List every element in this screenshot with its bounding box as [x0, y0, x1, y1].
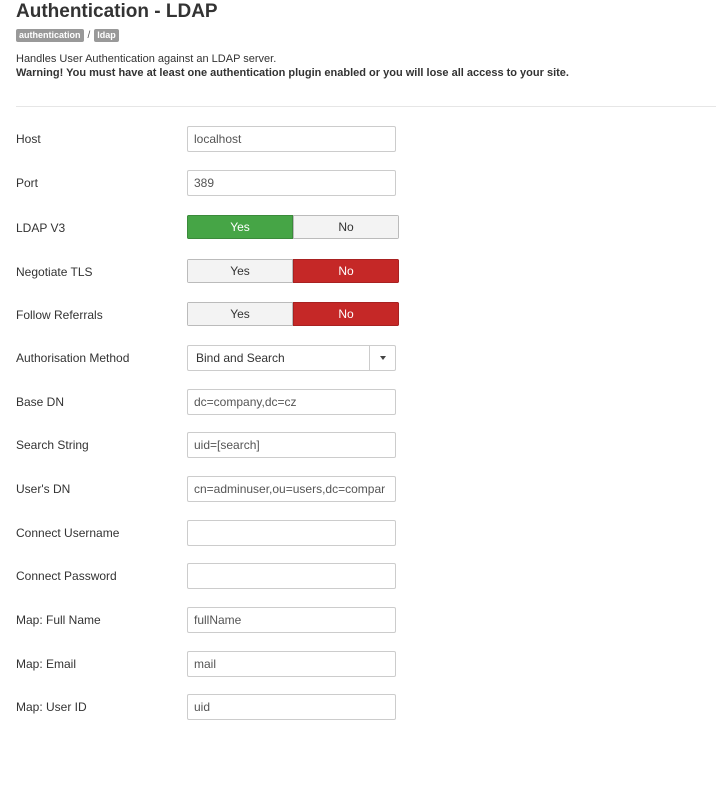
- follow-referrals-toggle: [187, 302, 399, 326]
- port-input[interactable]: 389: [187, 170, 396, 196]
- map-full-name-label: Map: Full Name: [16, 613, 101, 627]
- auth-method-value: Bind and Search: [196, 351, 285, 365]
- tag-authentication: authentication: [16, 29, 84, 42]
- connect-password-input[interactable]: [187, 563, 396, 589]
- negotiate-tls-no-button[interactable]: No: [293, 259, 399, 283]
- plugin-description: Handles User Authentication against an LDAP server.: [16, 53, 277, 65]
- follow-referrals-yes-button[interactable]: Yes: [187, 302, 293, 326]
- port-label: Port: [16, 176, 39, 190]
- users-dn-row: [16, 476, 716, 502]
- auth-method-dropdown-toggle[interactable]: [369, 346, 395, 370]
- map-email-row: [16, 651, 716, 677]
- tag-ldap: ldap: [94, 29, 119, 42]
- negotiate-tls-toggle: [187, 259, 399, 283]
- map-email-input[interactable]: mail: [187, 651, 396, 677]
- base-dn-input[interactable]: dc=company,dc=cz: [187, 389, 396, 415]
- tag-separator: /: [87, 29, 91, 41]
- host-label: Host: [16, 132, 41, 146]
- host-row: [16, 126, 716, 152]
- connect-username-label: Connect Username: [16, 526, 120, 540]
- negotiate-tls-yes-button[interactable]: Yes: [187, 259, 293, 283]
- base-dn-label: Base DN: [16, 395, 65, 409]
- connect-username-input[interactable]: [187, 520, 396, 546]
- base-dn-row: [16, 389, 716, 415]
- ldap-v3-row: [16, 215, 716, 241]
- map-email-label: Map: Email: [16, 657, 77, 671]
- page-title: Authentication - LDAP: [16, 1, 218, 22]
- connect-password-label: Connect Password: [16, 569, 117, 583]
- chevron-down-icon: [380, 356, 386, 360]
- connect-username-row: [16, 520, 716, 546]
- search-string-input[interactable]: uid=[search]: [187, 432, 396, 458]
- port-row: [16, 170, 716, 196]
- map-full-name-row: [16, 607, 716, 633]
- breadcrumb-tags: [16, 28, 716, 42]
- map-user-id-row: [16, 694, 716, 720]
- search-string-row: [16, 432, 716, 458]
- follow-referrals-no-button[interactable]: No: [293, 302, 399, 326]
- negotiate-tls-row: [16, 259, 716, 285]
- ldap-v3-toggle: [187, 215, 399, 239]
- ldap-v3-label: LDAP V3: [16, 221, 66, 235]
- connect-password-row: [16, 563, 716, 589]
- map-user-id-label: Map: User ID: [16, 700, 87, 714]
- plugin-warning: Warning! You must have at least one authentication plugin enabled or you will lose all access to your site.: [16, 67, 569, 79]
- auth-method-select[interactable]: [187, 345, 396, 371]
- auth-method-label: Authorisation Method: [16, 351, 130, 365]
- map-full-name-input[interactable]: fullName: [187, 607, 396, 633]
- follow-referrals-label: Follow Referrals: [16, 308, 103, 322]
- host-input[interactable]: localhost: [187, 126, 396, 152]
- ldap-v3-yes-button[interactable]: Yes: [187, 215, 293, 239]
- follow-referrals-row: [16, 302, 716, 328]
- header-divider: [16, 106, 716, 107]
- page-header: [16, 0, 716, 80]
- users-dn-label: User's DN: [16, 482, 71, 496]
- auth-method-row: [16, 345, 716, 371]
- map-user-id-input[interactable]: uid: [187, 694, 396, 720]
- negotiate-tls-label: Negotiate TLS: [16, 265, 93, 279]
- users-dn-input[interactable]: cn=adminuser,ou=users,dc=compar: [187, 476, 396, 502]
- ldap-v3-no-button[interactable]: No: [293, 215, 399, 239]
- search-string-label: Search String: [16, 438, 89, 452]
